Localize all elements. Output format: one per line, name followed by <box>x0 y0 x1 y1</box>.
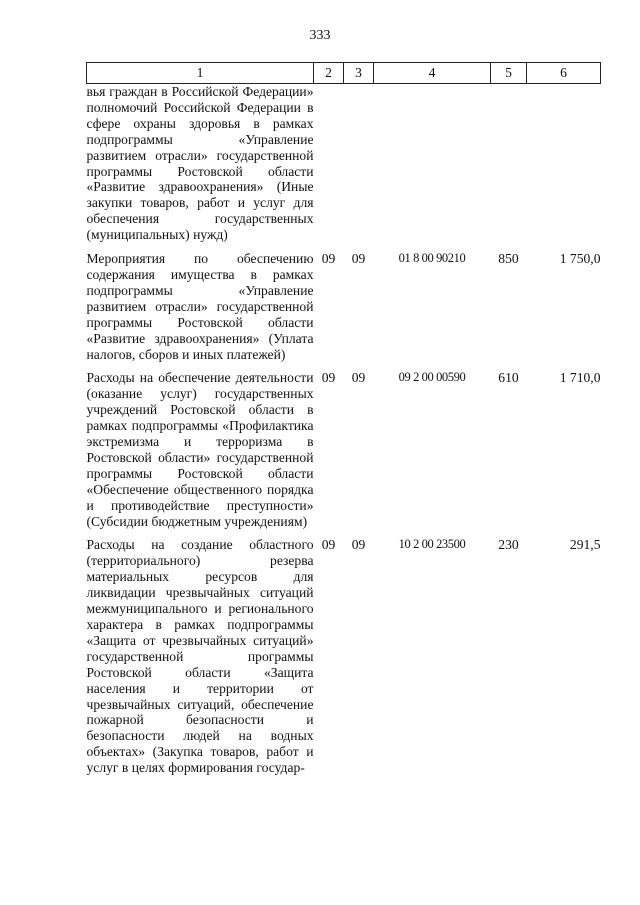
row-col-5: 610 <box>498 370 519 386</box>
header-col-4: 4 <box>374 63 491 84</box>
row-col-3: 09 <box>351 537 366 553</box>
header-col-6: 6 <box>527 63 601 84</box>
row-col-3: 09 <box>351 251 366 267</box>
row-col-4 <box>374 84 491 244</box>
header-col-5: 5 <box>491 63 527 84</box>
row-col-2: 09 <box>321 537 336 553</box>
table-row <box>87 251 601 362</box>
row-col-4: 09 2 00 00590 <box>398 370 466 385</box>
row-col-5: 850 <box>498 251 519 267</box>
table-header-row <box>87 63 601 84</box>
header-col-3: 3 <box>344 63 374 84</box>
row-col-6: 1 750,0 <box>559 251 601 267</box>
row-col-4: 10 2 00 23500 <box>398 537 466 552</box>
row-col-5: 230 <box>498 537 519 553</box>
header-col-2: 2 <box>314 63 344 84</box>
table-row <box>87 537 601 776</box>
row-col-6: 1 710,0 <box>559 370 601 386</box>
row-col-2: 09 <box>321 251 336 267</box>
row-col-3: 09 <box>351 370 366 386</box>
row-col-4: 01 8 00 90210 <box>398 251 466 266</box>
row-col-6: 291,5 <box>569 537 601 553</box>
table-row <box>87 370 601 529</box>
row-description: Расходы на создание областного (территориального) резерва материальных ресурсов для ликвидации чрезвычайных ситуаций межмуниципального и регионального характера в рамках подпрограммы «Защита от чрезвычайных ситуаций» государственной программы Ростовской области «Защита населения и территории от чрезвычайных ситуаций, обеспечение пожарной безопасности и безопасности людей на водных объектах» (Закупка товаров, работ и услуг в целях формирования государ- <box>86 537 314 776</box>
table-row <box>87 84 601 244</box>
row-description: Расходы на обеспечение деятельности (оказание услуг) государственных учреждений Ростовской области в рамках подпрограммы «Профилактика экстремизма и терроризма в Ростовской области» государственной программы Ростовской области «Обеспечение общественного порядка и противодействие преступности» (Субсидии бюджетным учреждениям) <box>86 370 314 529</box>
row-col-5 <box>491 84 527 244</box>
row-col-3 <box>344 84 374 244</box>
row-col-2 <box>314 84 344 244</box>
row-col-2: 09 <box>321 370 336 386</box>
budget-table <box>86 62 601 776</box>
row-col-6 <box>527 84 601 244</box>
row-description: вья граждан в Российской Федерации» полномочий Российской Федерации в сфере охраны здоровья в рамках подпрограммы «Управление развитием отрасли» государственной программы Ростовской области «Развитие здравоохранения» (Иные закупки товаров, работ и услуг для обеспечения государственных (муниципальных) нужд) <box>86 84 314 243</box>
page-number: 333 <box>309 28 331 43</box>
header-col-1: 1 <box>87 63 314 84</box>
row-description: Мероприятия по обеспечению содержания имущества в рамках подпрограммы «Управление развитием отрасли» государственной программы Ростовской области «Развитие здравоохранения» (Уплата налогов, сборов и иных платежей) <box>86 251 314 362</box>
